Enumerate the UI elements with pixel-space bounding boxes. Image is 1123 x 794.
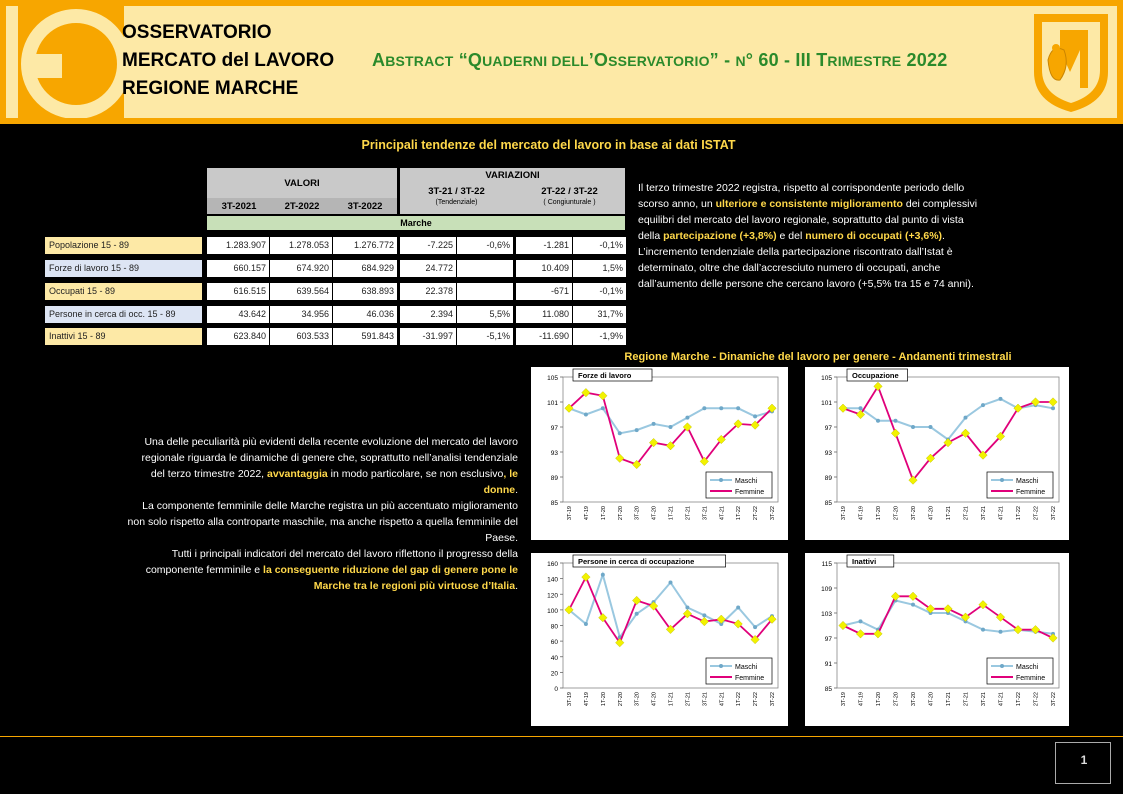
table-cell: 31,7% — [573, 306, 626, 323]
abstract-part: A — [372, 50, 386, 70]
chart-title: Forze di lavoro — [578, 371, 632, 380]
point-maschi — [601, 406, 605, 410]
point-maschi — [669, 425, 673, 429]
x-tick-label: 3T-21 — [981, 506, 987, 521]
point-maschi — [702, 613, 706, 617]
x-tick-label: 2T-22 — [753, 506, 760, 521]
y-tick-label: 89 — [824, 475, 832, 482]
point-maschi — [981, 628, 985, 632]
footer-rule — [0, 736, 1123, 737]
table-cell: 684.929 — [333, 260, 397, 277]
table-cell: 10.409 — [516, 260, 572, 277]
y-tick-label: 101 — [821, 400, 832, 407]
x-tick-label: 4T-20 — [651, 692, 658, 707]
y-tick-label: 101 — [547, 400, 558, 407]
chart-persone-in-cerca — [531, 553, 788, 726]
region-bar: Marche — [207, 216, 625, 230]
table-cell: 34.956 — [270, 306, 332, 323]
x-tick-label: 1T-21 — [946, 506, 952, 521]
x-tick-label: 3T-22 — [1051, 506, 1057, 521]
point-maschi — [911, 603, 915, 607]
x-tick-label: 4T-20 — [651, 506, 658, 521]
x-tick-label: 1T-22 — [736, 506, 743, 521]
point-maschi — [719, 406, 723, 410]
point-maschi — [685, 606, 689, 610]
text-run: Tutti i principali indicatori del mercato del lavoro riflettono il progresso della componente femminile e — [145, 548, 518, 576]
legend-label-femmine: Femmine — [735, 489, 765, 496]
observatory-title-line-3: REGIONE MARCHE — [122, 78, 299, 99]
table-cell: 24.772 — [400, 260, 456, 277]
point-maschi — [911, 425, 915, 429]
y-tick-label: 120 — [547, 592, 558, 600]
x-tick-label: 2T-20 — [617, 506, 624, 521]
observatory-title — [122, 20, 334, 104]
x-tick-label: 1T-20 — [876, 692, 882, 707]
legend-label-maschi: Maschi — [735, 664, 758, 671]
table-cell: 1,5% — [573, 260, 626, 277]
table-cell: -11.690 — [516, 328, 572, 345]
x-tick-label: 3T-19 — [841, 692, 847, 707]
table-cell: 1.276.772 — [333, 237, 397, 254]
legend-label-maschi: Maschi — [735, 478, 758, 485]
x-tick-label: 4T-20 — [928, 692, 935, 707]
highlight-text: la conseguente riduzione del gap di genere pone le Marche tra le regioni più virtuose d’Italia — [263, 564, 518, 592]
y-tick-label: 140 — [547, 576, 558, 584]
highlight-text: , le donne — [483, 468, 518, 496]
x-tick-label: 4T-19 — [858, 692, 865, 707]
x-tick-label: 1T-20 — [876, 506, 882, 521]
point-maschi — [876, 419, 880, 423]
x-tick-label: 2T-20 — [893, 692, 900, 707]
table-cell: 616.515 — [207, 283, 269, 300]
text-run: dei complessivi equilibri del mercato del lavoro regionale, soprattutto dal punto di vista della — [638, 198, 978, 242]
y-tick-label: 97 — [824, 636, 832, 643]
x-tick-label: 4T-21 — [998, 692, 1005, 707]
table-cell: 1.278.053 — [270, 237, 332, 254]
y-tick-label: 93 — [550, 450, 558, 457]
y-tick-label: 103 — [821, 611, 832, 618]
var1-label: 3T-21 / 3T-22 — [428, 186, 485, 197]
table-cell: -1,9% — [573, 328, 626, 345]
page-number-box — [1055, 742, 1111, 784]
table-cell: -0,6% — [457, 237, 513, 254]
y-tick-label: 105 — [547, 375, 558, 382]
y-tick-label: 0 — [554, 686, 558, 693]
table-cell: -0,1% — [573, 283, 626, 300]
point-maschi — [859, 406, 863, 410]
point-maschi — [859, 619, 863, 623]
page-number: 1 — [1080, 753, 1088, 767]
text-run: Una delle peculiarità più evidenti della recente evoluzione del mercato del lavoro regionale riguarda le dinamiche di genere che, soprattutto nell’analisi tendenziale del terzo trimestre 2022, — [141, 436, 518, 480]
table-cell: 3,8% — [457, 260, 513, 277]
section-title: Principali tendenze del mercato del lavoro in base ai dati ISTAT — [361, 138, 736, 152]
abstract-title — [372, 50, 947, 71]
table-cell: -31.997 — [400, 328, 456, 345]
table-cell: -671 — [516, 283, 572, 300]
var1-sub: (Tendenziale) — [435, 199, 478, 206]
highlight-text: numero di occupati (+3,6%) — [805, 230, 943, 242]
table-cell: 11.080 — [516, 306, 572, 323]
point-maschi — [753, 625, 757, 629]
gender-paragraph — [126, 434, 518, 594]
abstract-part: ° 60 - III T — [745, 50, 828, 70]
table-cell: 603.533 — [270, 328, 332, 345]
text-run: e del — [776, 230, 806, 242]
point-maschi — [635, 428, 639, 432]
x-tick-label: 4T-19 — [583, 506, 590, 521]
x-tick-label: 2T-20 — [893, 506, 900, 521]
table-cell: 43.642 — [207, 306, 269, 323]
point-maschi — [736, 406, 740, 410]
abstract-part: 2022 — [901, 50, 948, 70]
variazioni-label: VARIAZIONI — [485, 170, 540, 181]
abstract-part: “Q — [453, 50, 483, 70]
chart-title: Persone in cerca di occupazione — [578, 557, 695, 566]
var2-sub: ( Congiunturale ) — [543, 199, 596, 206]
text-run: . — [515, 580, 518, 592]
table-cell: 22.378 — [400, 283, 456, 300]
col-3t-2022: 3T-2022 — [347, 201, 383, 212]
y-tick-label: 93 — [824, 450, 832, 457]
x-tick-label: 2T-21 — [963, 692, 970, 707]
highlight-text: avvantaggia — [267, 468, 328, 480]
y-tick-label: 97 — [824, 425, 832, 432]
table-cell: 639.564 — [270, 283, 332, 300]
legend-label-maschi: Maschi — [1016, 664, 1039, 671]
x-tick-label: 3T-20 — [634, 692, 641, 707]
y-tick-label: 80 — [550, 623, 558, 631]
highlight-text: partecipazione (+3,8%) — [663, 230, 777, 242]
point-maschi — [736, 606, 740, 610]
y-tick-label: 100 — [547, 607, 558, 615]
chart-inattivi — [805, 553, 1069, 726]
x-tick-label: 4T-19 — [583, 692, 590, 707]
x-tick-label: 2T-22 — [753, 692, 760, 707]
legend-marker-maschi — [1000, 664, 1004, 668]
abstract-part: ’O — [588, 50, 609, 70]
text-run: Il terzo trimestre 2022 registra, rispetto al corrispondente periodo dello scorso anno, un — [638, 182, 965, 210]
legend-marker-maschi — [719, 478, 723, 482]
abstract-part: N — [735, 53, 746, 69]
y-tick-label: 60 — [550, 639, 558, 647]
table-cell: 638.893 — [333, 283, 397, 300]
point-maschi — [584, 413, 588, 417]
y-tick-label: 91 — [824, 661, 832, 668]
table-cell: 591.843 — [333, 328, 397, 345]
col-3t-2021: 3T-2021 — [221, 201, 257, 212]
y-tick-label: 85 — [550, 500, 558, 507]
x-tick-label: 1T-22 — [1016, 506, 1022, 521]
x-tick-label: 1T-21 — [668, 692, 675, 707]
x-tick-label: 1T-22 — [1016, 692, 1022, 707]
y-tick-label: 20 — [550, 670, 558, 678]
table-cell: 660.157 — [207, 260, 269, 277]
x-tick-label: 4T-19 — [858, 506, 865, 521]
x-tick-label: 3T-22 — [1051, 692, 1057, 707]
x-tick-label: 1T-21 — [946, 692, 952, 707]
text-run: . — [942, 230, 945, 242]
x-tick-label: 3T-21 — [981, 692, 987, 707]
abstract-part: BSTRACT — [385, 53, 454, 69]
table-cell: 5,5% — [457, 306, 513, 323]
legend-label-femmine: Femmine — [1016, 489, 1046, 496]
table-cell: -7.225 — [400, 237, 456, 254]
abstract-part: RIMESTRE — [827, 53, 902, 69]
table-cell: 1.283.907 — [207, 237, 269, 254]
table-cell: 2.394 — [400, 306, 456, 323]
legend-label-maschi: Maschi — [1016, 478, 1039, 485]
point-maschi — [1051, 406, 1055, 410]
text-run: in modo particolare, se non esclusivo — [327, 468, 504, 480]
y-tick-label: 105 — [821, 375, 832, 382]
table-row-label: Occupati 15 - 89 — [45, 283, 202, 300]
header-band — [0, 0, 1123, 124]
x-tick-label: 4T-21 — [719, 692, 726, 707]
point-maschi — [964, 416, 968, 420]
x-tick-label: 1T-22 — [736, 692, 743, 707]
x-tick-label: 3T-21 — [702, 506, 709, 521]
point-maschi — [999, 630, 1003, 634]
y-tick-label: 85 — [824, 686, 832, 693]
x-tick-label: 4T-20 — [928, 506, 935, 521]
table-row-label: Inattivi 15 - 89 — [45, 328, 202, 345]
y-tick-label: 109 — [821, 586, 832, 593]
x-tick-label: 4T-21 — [719, 506, 726, 521]
table-row-label: Persone in cerca di occ. 15 - 89 — [45, 306, 202, 323]
table-cell: 46.036 — [333, 306, 397, 323]
table-row-label: Popolazione 15 - 89 — [45, 237, 202, 254]
abstract-part: UADERNI DELL — [482, 53, 589, 69]
x-tick-label: 2T-21 — [685, 692, 692, 707]
point-maschi — [652, 422, 656, 426]
point-maschi — [635, 612, 639, 616]
var2-label: 2T-22 / 3T-22 — [541, 186, 598, 197]
x-tick-label: 2T-22 — [1033, 506, 1040, 521]
y-tick-label: 40 — [550, 654, 558, 662]
y-tick-label: 160 — [547, 561, 558, 568]
x-tick-label: 3T-22 — [770, 506, 776, 521]
point-maschi — [753, 414, 757, 418]
legend-marker-maschi — [719, 664, 723, 668]
table-row-label: Forze di lavoro 15 - 89 — [45, 260, 202, 277]
point-maschi — [894, 419, 898, 423]
highlight-text: ulteriore e consistente miglioramento — [715, 198, 903, 210]
table-cell: 674.920 — [270, 260, 332, 277]
y-tick-label: 85 — [824, 500, 832, 507]
x-tick-label: 3T-20 — [911, 692, 917, 707]
x-tick-label: 3T-19 — [567, 692, 573, 707]
table-cell: -1.281 — [516, 237, 572, 254]
y-tick-label: 89 — [550, 475, 558, 482]
table-cell: -0,1% — [573, 237, 626, 254]
x-tick-label: 2T-20 — [617, 692, 624, 707]
table-cell: 623.840 — [207, 328, 269, 345]
point-maschi — [999, 397, 1003, 401]
x-tick-label: 3T-19 — [567, 506, 573, 521]
x-tick-label: 3T-19 — [841, 506, 847, 521]
legend-marker-maschi — [1000, 478, 1004, 482]
y-tick-label: 115 — [821, 561, 832, 568]
x-tick-label: 1T-21 — [668, 506, 675, 521]
header-panel — [6, 6, 1117, 118]
x-tick-label: 2T-22 — [1033, 692, 1040, 707]
x-tick-label: 1T-20 — [600, 506, 607, 521]
point-maschi — [981, 403, 985, 407]
regione-marche-emblem — [1030, 10, 1112, 114]
x-tick-label: 3T-20 — [634, 506, 641, 521]
point-maschi — [601, 573, 605, 577]
abstract-part: ” - — [709, 50, 736, 70]
x-tick-label: 3T-22 — [770, 692, 776, 707]
point-maschi — [618, 431, 622, 435]
abstract-part: SSERVATORIO — [608, 53, 710, 69]
x-tick-label: 1T-20 — [600, 692, 607, 707]
legend-label-femmine: Femmine — [1016, 675, 1046, 682]
charts-title: Regione Marche - Dinamiche del lavoro per genere - Andamenti trimestrali — [624, 351, 1012, 363]
chart-title: Occupazione — [852, 371, 899, 380]
y-tick-label: 97 — [550, 425, 558, 432]
table-cell: -5,1% — [457, 328, 513, 345]
point-maschi — [685, 416, 689, 420]
point-maschi — [669, 581, 673, 585]
x-tick-label: 2T-21 — [963, 506, 970, 521]
x-tick-label: 3T-20 — [911, 506, 917, 521]
point-maschi — [702, 406, 706, 410]
observatory-title-line-2: MERCATO del LAVORO — [122, 50, 335, 71]
valori-label: VALORI — [284, 178, 320, 189]
observatory-logo — [18, 6, 124, 118]
observatory-title-line-1: OSSERVATORIO — [122, 22, 272, 43]
chart-occupazione — [805, 367, 1069, 540]
point-maschi — [929, 425, 933, 429]
text-run: L’incremento tendenziale della partecipazione riscontrato dall’Istat è determinato, oltre che dall’accresciuto numero di occupati, anche dall’aumento delle persone che cercano lavoro (+5,5% tra 15 e 74 anni). — [638, 246, 974, 290]
text-run: La componente femminile delle Marche registra un più accentuato miglioramento non solo rispetto alla controparte maschile, ma anche rispetto a quella femminile del Paese. — [127, 500, 518, 544]
x-tick-label: 2T-21 — [685, 506, 692, 521]
legend-label-femmine: Femmine — [735, 675, 765, 682]
point-maschi — [584, 622, 588, 626]
table-cell: 3,6% — [457, 283, 513, 300]
chart-title: Inattivi — [852, 557, 877, 566]
intro-paragraph — [638, 180, 988, 292]
x-tick-label: 3T-21 — [702, 692, 709, 707]
text-run: . — [515, 484, 518, 496]
chart-forze-lavoro — [531, 367, 788, 540]
col-2t-2022: 2T-2022 — [284, 201, 320, 212]
x-tick-label: 4T-21 — [998, 506, 1005, 521]
